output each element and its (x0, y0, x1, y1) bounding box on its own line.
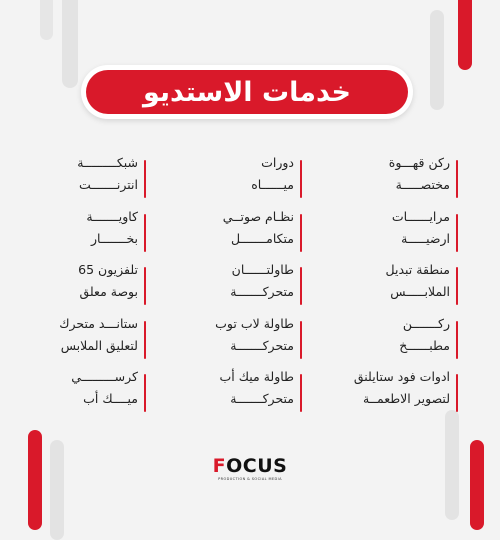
service-line-1: طاولة ميك أب (219, 369, 294, 384)
accent-bar (456, 374, 459, 412)
service-line-1: كرســـــــــي (71, 369, 138, 384)
service-line-2: متحركـــــــة (230, 284, 294, 299)
service-item (196, 366, 302, 418)
decor-red-pill-bottom-left (28, 430, 42, 530)
service-item (196, 152, 302, 204)
service-line-2: متحركـــــــة (230, 337, 294, 353)
service-line-2: مطبــــــخ (399, 337, 450, 353)
service-line-1: دورات (261, 155, 294, 170)
service-item (40, 259, 146, 311)
service-item (352, 152, 458, 204)
service-line-2: ارضيـــــة (401, 230, 450, 246)
decor-red-pill-top-right (458, 0, 472, 70)
service-line-2: بخـــــــار (90, 230, 138, 246)
service-item (196, 259, 302, 311)
service-line-2: لتصوير الاطعمــة (362, 391, 450, 406)
service-item (196, 206, 302, 258)
focus-logo (200, 456, 300, 482)
service-line-2: الملابـــــس (390, 284, 450, 299)
service-item (196, 313, 302, 365)
service-line-2: بوصة معلق (79, 284, 138, 299)
service-item (352, 206, 458, 258)
service-line-2: انترنـــــــت (78, 177, 138, 192)
decor-gray-pill-top-right (430, 10, 444, 110)
accent-bar (144, 160, 147, 198)
decor-gray-pill-bottom-left (50, 440, 64, 540)
logo-word: OCUS (226, 455, 288, 477)
service-line-1: ركـــــــن (402, 315, 450, 331)
service-line-1: طاولة لاب توب (215, 315, 294, 331)
logo-letter: F (212, 455, 227, 477)
logo-tagline: PRODUCTION & SOCIAL MEDIA (218, 477, 282, 481)
accent-bar (300, 374, 303, 412)
accent-bar (144, 214, 147, 252)
service-line-2: لتعليق الملابس (60, 337, 138, 353)
service-line-1: طاولتــــــان (231, 262, 294, 277)
title-banner (86, 70, 408, 114)
services-grid (40, 152, 458, 414)
logo-wordmark (200, 456, 300, 476)
accent-bar (300, 214, 303, 252)
service-line-2: ميــــك أب (83, 391, 138, 406)
service-line-1: مرايــــــات (391, 208, 450, 224)
service-item (352, 366, 458, 418)
accent-bar (456, 321, 459, 359)
decor-gray-pill-top-left-short (40, 0, 53, 40)
accent-bar (144, 321, 147, 359)
decor-red-pill-bottom-right (470, 440, 484, 530)
decor-gray-pill-top-left (62, 0, 78, 88)
accent-bar (144, 267, 147, 305)
accent-bar (456, 160, 459, 198)
service-item (40, 366, 146, 418)
service-line-1: تلفزيون 65 (78, 262, 138, 277)
service-line-1: ستانـــد متحرك (59, 315, 138, 331)
accent-bar (300, 267, 303, 305)
service-item (352, 313, 458, 365)
service-line-1: ادوات فود ستايلنق (353, 369, 450, 384)
accent-bar (300, 160, 303, 198)
service-line-2: ميــــــاه (251, 177, 294, 192)
service-line-2: مختصـــــة (395, 177, 450, 192)
service-item (40, 152, 146, 204)
accent-bar (456, 214, 459, 252)
service-line-1: ركن قهـــوة (388, 155, 450, 170)
decor-gray-pill-bottom-right (445, 410, 459, 520)
service-line-1: شبكـــــــــة (77, 155, 138, 170)
service-line-1: كاويـــــــة (86, 208, 138, 224)
accent-bar (144, 374, 147, 412)
service-line-1: نظـام صوتــي (222, 208, 294, 224)
service-line-2: متحركـــــــة (230, 391, 294, 406)
accent-bar (456, 267, 459, 305)
service-item (40, 206, 146, 258)
service-line-2: متكامـــــــل (231, 230, 294, 246)
service-item (40, 313, 146, 365)
page-title: خدمات الاستديو (142, 76, 352, 108)
service-line-1: منطقة تبديل (385, 262, 450, 277)
accent-bar (300, 321, 303, 359)
service-item (352, 259, 458, 311)
